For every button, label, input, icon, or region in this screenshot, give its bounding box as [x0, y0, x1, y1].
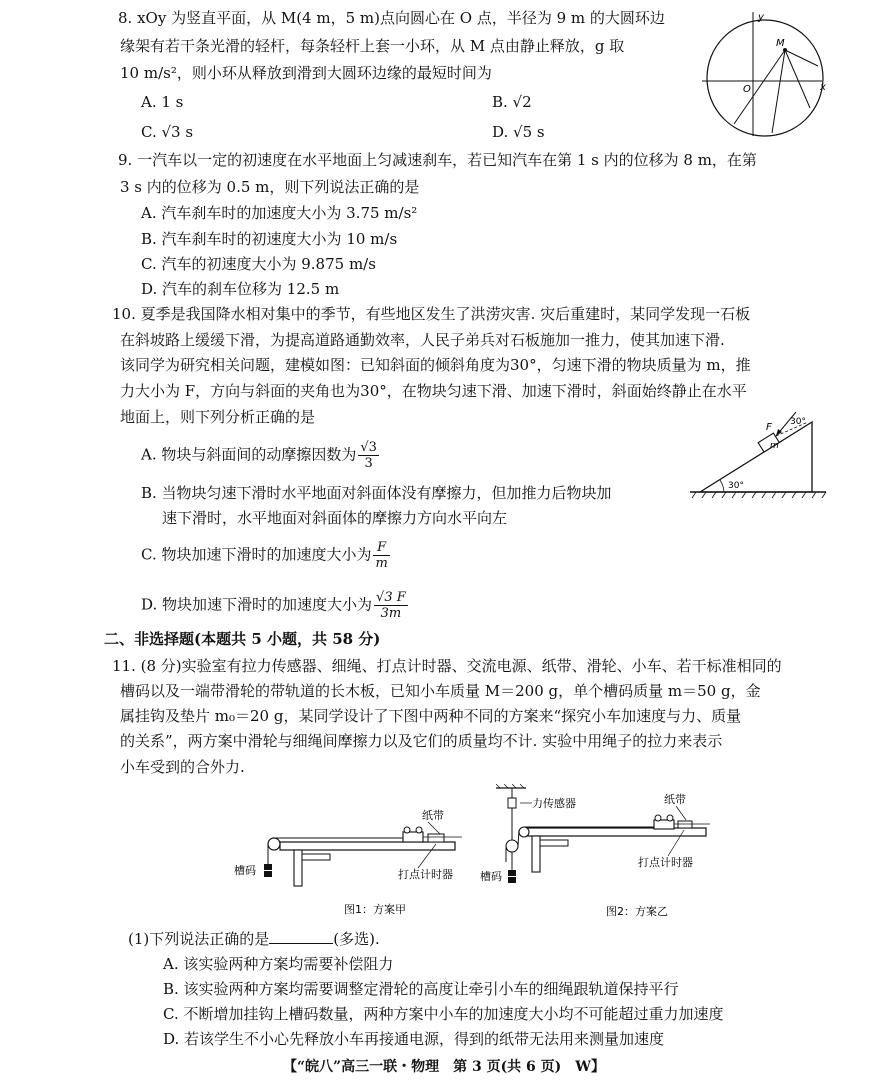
q10-option-d	[141, 590, 408, 621]
q11-fig2-caption: 图2：方案乙	[606, 905, 668, 918]
q10-option-c-numerator: F	[373, 540, 389, 556]
q8-circle-diagram	[700, 8, 830, 138]
q8-option-c: C. √3 s	[141, 123, 194, 141]
q10-option-a-text: A. 物块与斜面间的动摩擦因数为	[141, 445, 357, 464]
q10-option-c-fraction	[373, 540, 389, 571]
q11-fig1-timer-label: 打点计时器	[398, 868, 453, 881]
q11-fig1-weight-label: 槽码	[234, 864, 256, 877]
q11-fig2-sensor-label: 力传感器	[532, 797, 576, 810]
q11-option-b: B. 该实验两种方案均需要调整定滑轮的高度让牵引小车的细绳跟轨道保持平行	[163, 980, 679, 998]
q8-stem-line1: 8. xOy 为竖直平面，从 M(4 m，5 m)点向圆心在 O 点，半径为 9 m 的大圆环边	[118, 9, 665, 27]
q10-stem-line4: 力大小为 F，方向与斜面的夹角也为30°，在物块匀速下滑、加速下滑时，斜面始终静止在水平	[120, 382, 747, 400]
q9-option-d: D. 汽车的刹车位移为 12.5 m	[141, 280, 340, 298]
q11-fig2-tape-label: 纸带	[664, 793, 686, 806]
q10-option-d-fraction	[374, 590, 408, 621]
q11-stem-line2: 槽码以及一端带滑轮的带轨道的长木板，已知小车质量 M＝200 g，单个槽码质量 m＝50 g，金	[120, 682, 761, 700]
q10-incline-angle-label: 30°	[728, 481, 744, 491]
q10-incline-diagram	[690, 410, 830, 500]
q11-fig1-scheme-a	[234, 800, 470, 920]
q9-option-b: B. 汽车刹车时的初速度大小为 10 m/s	[141, 230, 398, 248]
q10-stem-line2: 在斜坡路上缓缓下滑，为提高道路通勤效率，人民子弟兵对石板施加一推力，使其加速下滑.	[120, 331, 725, 349]
q10-option-d-denominator: 3m	[380, 606, 402, 621]
q8-option-b: B. √2	[492, 93, 532, 111]
q8-point-m-label: M	[776, 38, 785, 49]
q8-y-axis-label: y	[758, 12, 764, 23]
q11-stem-line5: 小车受到的合外力.	[120, 758, 245, 776]
q11-fig2-timer-label: 打点计时器	[638, 856, 693, 869]
q10-stem-line3: 该同学为研究相关问题，建模如图：已知斜面的倾斜角度为30°，匀速下滑的物块质量为 m，推	[120, 356, 751, 374]
q10-stem-line5: 地面上，则下列分析正确的是	[120, 408, 316, 426]
q9-stem-line2: 3 s 内的位移为 0.5 m，则下列说法正确的是	[120, 178, 420, 196]
page-footer: 【“皖八”高三一联・物理 第 3 页(共 6 页) W】	[282, 1059, 606, 1075]
q11-fig2-scheme-b	[480, 784, 716, 920]
q11-option-d: D. 若该学生不小心先释放小车再接通电源，得到的纸带无法用来测量加速度	[163, 1030, 665, 1048]
q11-sub1-tail: (多选).	[333, 930, 380, 948]
q10-option-a-denominator: 3	[364, 456, 373, 471]
q9-stem-line1: 9. 一汽车以一定的初速度在水平地面上匀减速刹车，若已知汽车在第 1 s 内的位移为 8 m，在第	[118, 151, 757, 169]
q10-option-c	[141, 540, 390, 571]
q11-option-a: A. 该实验两种方案均需要补偿阻力	[163, 955, 394, 973]
q8-option-a: A. 1 s	[141, 93, 184, 111]
q8-stem-line2: 缘架有若干条光滑的轻杆，每条轻杆上套一小环，从 M 点由静止释放，g 取	[120, 37, 625, 55]
q10-option-b-line2: 速下滑时，水平地面对斜面体的摩擦力方向水平向左	[162, 509, 508, 527]
q10-stem-line1: 10. 夏季是我国降水相对集中的季节，有些地区发生了洪涝灾害. 灾后重建时，某同学发现一石板	[112, 305, 751, 323]
q10-option-d-text: D. 物块加速下滑时的加速度大小为	[141, 595, 373, 614]
q11-stem-line1: 11. (8 分)实验室有拉力传感器、细绳、打点计时器、交流电源、纸带、滑轮、小车、若干标准相同的	[112, 657, 782, 675]
q8-x-axis-label: x	[820, 82, 826, 93]
q11-option-c: C. 不断增加挂钩上槽码数量，两种方案中小车的加速度大小均不可能超过重力加速度	[163, 1005, 724, 1023]
q10-option-d-numerator: √3 F	[376, 590, 406, 605]
q10-force-label: F	[766, 422, 772, 433]
q11-fig2-weight-label: 槽码	[480, 870, 502, 883]
q10-option-b-line1: B. 当物块匀速下滑时水平地面对斜面体没有摩擦力，但加推力后物块加	[141, 484, 612, 502]
q8-origin-label: O	[743, 84, 751, 95]
q10-option-a	[141, 440, 379, 471]
q8-option-d: D. √5 s	[492, 123, 545, 141]
q10-option-a-numerator: √3	[360, 440, 377, 455]
q11-sub1-answer-blank[interactable]	[269, 929, 333, 944]
q8-stem-line3: 10 m/s²，则小环从释放到滑到大圆环边缘的最短时间为	[120, 64, 492, 82]
q10-option-c-denominator: m	[375, 556, 388, 571]
q11-fig1-tape-label: 纸带	[422, 809, 444, 822]
q10-option-c-text: C. 物块加速下滑时的加速度大小为	[141, 545, 372, 564]
q9-option-a: A. 汽车刹车时的加速度大小为 3.75 m/s²	[141, 204, 418, 222]
q11-sub1-text: (1)下列说法正确的是	[128, 930, 270, 948]
q10-block-label: m	[770, 441, 779, 451]
q11-sub1-prompt	[128, 929, 380, 949]
section-2-heading: 二、非选择题(本题共 5 小题，共 58 分)	[104, 630, 381, 648]
q10-force-angle-label: 30°	[790, 417, 806, 427]
q9-option-c: C. 汽车的初速度大小为 9.875 m/s	[141, 255, 376, 273]
q11-stem-line4: 的关系”，两方案中滑轮与细绳间摩擦力以及它们的质量均不计. 实验中用绳子的拉力来表示	[120, 732, 723, 750]
q11-fig1-caption: 图1：方案甲	[344, 903, 406, 916]
q11-stem-line3: 属挂钩及垫片 m₀＝20 g，某同学设计了下图中两种不同的方案来“探究小车加速度与力、质量	[120, 707, 742, 725]
q10-option-a-fraction	[358, 440, 379, 471]
